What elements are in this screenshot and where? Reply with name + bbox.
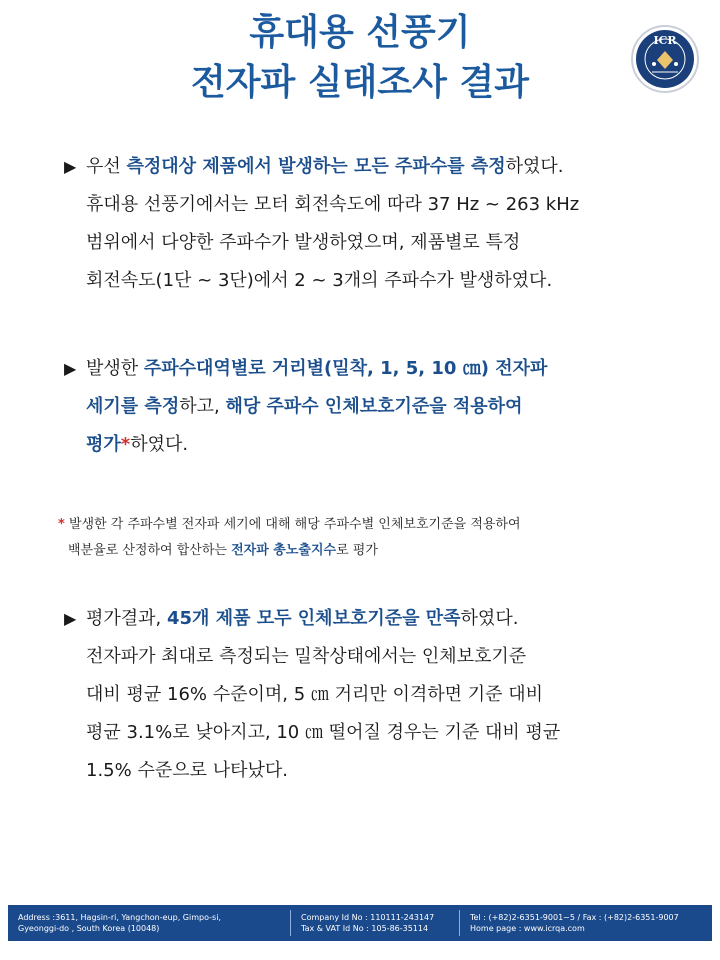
footer-bar — [8, 905, 712, 941]
footnote: * 발생한 각 주파수별 전자파 세기에 대해 해당 주파수별 인체보호기준을 적용하여 백분율로 산정하여 합산하는 전자파 총노출지수로 평가 — [58, 517, 521, 558]
highlight-text: 주파수대역별로 거리별(밀착, 1, 5, 10 ㎝) 전자파 — [143, 358, 548, 379]
section-measurement: ▶ 우선 측정대상 제품에서 발생하는 모든 주파수를 측정하였다. 휴대용 선풍기에서는 모터 회전속도에 따라 37 Hz ~ 263 kHz 범위에서 다양한 주파수가 발생하였으며, 제품별로 특정 회전속도(1단 ~ 3단)에서 2 ~ 3개의 주파수가 발생하였다. — [64, 148, 704, 300]
icr-seal-logo-icon — [630, 24, 700, 94]
highlight-text: 45개 제품 모두 인체보호기준을 만족 — [167, 608, 461, 629]
footnote-star: * — [58, 517, 65, 532]
footnote-marker: * — [120, 434, 131, 455]
highlight-text: 측정대상 제품에서 발생하는 모든 주파수를 측정 — [126, 156, 506, 177]
footer-company-ids: Company Id No : 110111-243147 Tax & VAT Id No : 105-86-35114 — [290, 910, 459, 936]
bullet-icon: ▶ — [64, 609, 77, 628]
page-title — [0, 8, 720, 108]
title-line-1: 휴대용 선풍기 — [249, 12, 471, 53]
bullet-icon: ▶ — [64, 359, 77, 378]
section-results: ▶ 평가결과, 45개 제품 모두 인체보호기준을 만족하였다. 전자파가 최대로 측정되는 밀착상태에서는 인체보호기준 대비 평균 16% 수준이며, 5 ㎝ 거리만 이격하면 기준 대비 평균 3.1%로 낮아지고, 10 ㎝ 떨어질 경우는 기준 대비 평균 1.5% 수준으로 나타났다. — [64, 600, 704, 790]
footer-contact: Tel : (+82)2-6351-9001~5 / Fax : (+82)2-6351-9007 Home page : www.icrqa.com — [459, 910, 712, 936]
title-line-2: 전자파 실태조사 결과 — [190, 62, 530, 103]
bullet-icon: ▶ — [64, 157, 77, 176]
footer-address: Address :3611, Hagsin-ri, Yangchon-eup, Gimpo-si, Gyeonggi-do , South Korea (10048) — [18, 913, 221, 933]
section-evaluation-method: ▶ 발생한 주파수대역별로 거리별(밀착, 1, 5, 10 ㎝) 전자파 세기를 측정하고, 해당 주파수 인체보호기준을 적용하여 평가*하였다. — [64, 350, 704, 464]
logo-text: ICR — [653, 34, 677, 47]
